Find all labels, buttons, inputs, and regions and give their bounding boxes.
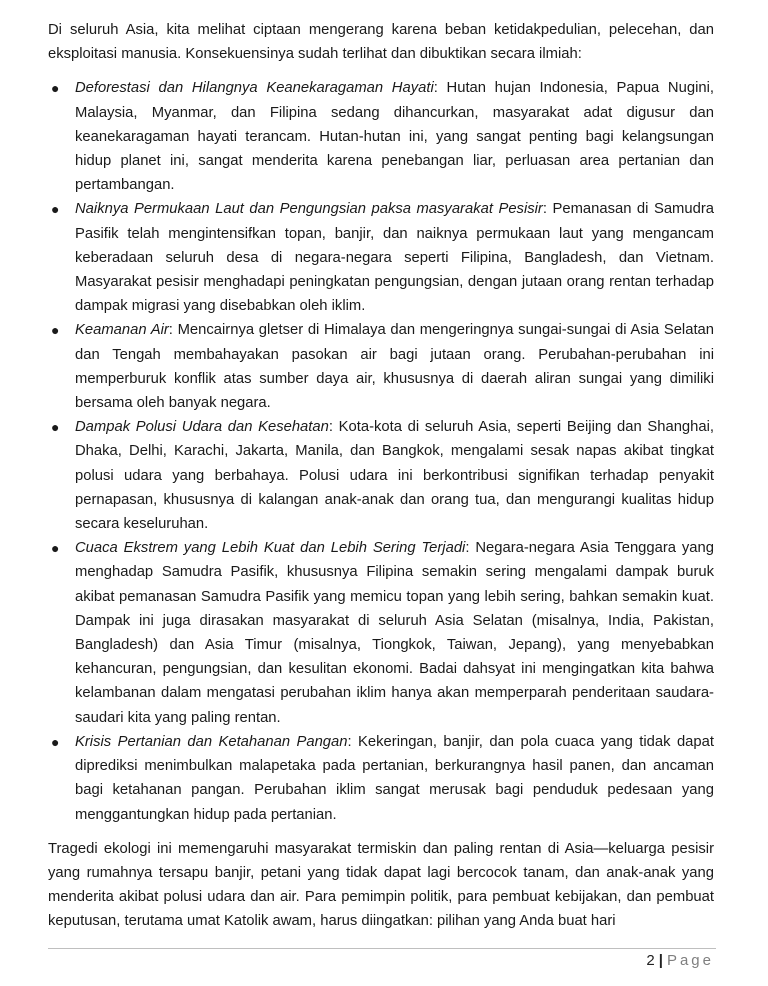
bullet-icon: ● xyxy=(51,540,60,557)
list-item xyxy=(48,730,714,827)
footer-divider xyxy=(48,948,716,949)
closing-paragraph: Tragedi ekologi ini memengaruhi masyarakat termiskin dan paling rentan di Asia—keluarga pesisir yang rumahnya tersapu banjir, petani yang tidak dapat lagi bercocok tanam, dan anak-anak yang menderita akibat polusi udara dan air. Para pemimpin politik, para pembuat kebijakan, dan pembuat keputusan, terutama umat Katolik awam, harus diingatkan: pilihan yang Anda buat hari xyxy=(48,840,714,930)
bullet-icon: ● xyxy=(51,419,60,436)
list-item-term: Krisis Pertanian dan Ketahanan Pangan xyxy=(75,733,348,750)
list-item xyxy=(48,415,714,536)
page-footer xyxy=(646,952,714,969)
page-number: 2 xyxy=(646,952,655,969)
list-item-text: : Mencairnya gletser di Himalaya dan mengeringnya sungai-sungai di Asia Selatan dan Tengah membahayakan pasokan air bagi jutaan orang. Perubahan-perubahan ini memperburuk konflik atas sumber daya air, khususnya di daerah aliran sungai yang dimiliki bersama oleh banyak negara. xyxy=(75,322,715,412)
list-item xyxy=(48,318,714,415)
list-item xyxy=(48,536,714,730)
list-item-term: Keamanan Air xyxy=(75,322,169,339)
footer-separator: | xyxy=(658,952,663,969)
bullet-icon: ● xyxy=(51,322,60,339)
list-item-text: : Hutan hujan Indonesia, Papua Nugini, Malaysia, Myanmar, dan Filipina sedang dihancurkan, masyarakat adat digusur dan keanekaragaman hayati terancam. Hutan-hutan ini, yang sangat penting bagi kelangsungan hidup planet ini, sangat menderita karena penebangan liar, perluasan area pertanian dan pertambangan. xyxy=(75,80,714,194)
list-item-text: : Kekeringan, banjir, dan pola cuaca yang tidak dapat diprediksi menimbulkan malapetaka pada pertanian, berkurangnya hasil panen, dan ancaman bagi ketahanan pangan. Perubahan iklim sangat merusak bagi penduduk pedesaan yang menggantungkan hidup pada pertanian. xyxy=(75,733,714,823)
list-item-term: Deforestasi dan Hilangnya Keanekaragaman Hayati xyxy=(75,80,434,97)
bullet-icon: ● xyxy=(51,201,60,218)
intro-paragraph: Di seluruh Asia, kita melihat ciptaan mengerang karena beban ketidakpedulian, pelecehan, dan eksploitasi manusia. Konsekuensinya sudah terlihat dan dibuktikan secara ilmiah: xyxy=(48,22,714,63)
list-item-term: Naiknya Permukaan Laut dan Pengungsian paksa masyarakat Pesisir xyxy=(75,201,543,218)
consequences-list xyxy=(48,76,714,826)
page-label: Page xyxy=(666,952,714,969)
document-body xyxy=(48,18,714,934)
list-item-term: Cuaca Ekstrem yang Lebih Kuat dan Lebih Sering Terjadi xyxy=(75,540,466,557)
list-item-text: : Kota-kota di seluruh Asia, seperti Beijing dan Shanghai, Dhaka, Delhi, Karachi, Jakarta, Manila, dan Bangkok, mengalami sesak napas akibat tingkat polusi udara yang berbahaya. Polusi udara ini berkontribusi signifikan terhadap penyakit pernapasan, khususnya di kalangan anak-anak dan orang tua, dan mengurangi kualitas hidup secara keseluruhan. xyxy=(75,419,715,533)
bullet-icon: ● xyxy=(51,80,60,97)
list-item xyxy=(48,197,714,318)
bullet-icon: ● xyxy=(51,733,60,750)
list-item-term: Dampak Polusi Udara dan Kesehatan xyxy=(75,419,329,436)
list-item-text: : Pemanasan di Samudra Pasifik telah mengintensifkan topan, banjir, dan naiknya permukaan laut yang mengancam keberadaan seluruh desa di negara-negara seperti Filipina, Bangladesh, dan Vietnam. Masyarakat pesisir menghadapi peningkatan pengungsian, dengan jutaan orang rentan terhadap dampak migrasi yang disebabkan oleh iklim. xyxy=(75,201,714,315)
list-item-text: : Negara-negara Asia Tenggara yang menghadap Samudra Pasifik, khususnya Filipina semakin sering mengalami dampak buruk akibat pemanasan Samudra Pasifik yang memicu topan yang lebih sering, bahkan semakin kuat. Dampak ini juga dirasakan masyarakat di seluruh Asia Selatan (misalnya, India, Pakistan, Bangladesh) dan Asia Timur (misalnya, Tiongkok, Taiwan, Jepang), yang menyebabkan kehancuran, pengungsian, dan kesulitan ekonomi. Badai dahsyat ini mengingatkan kita bahwa kelambanan dalam mengatasi perubahan iklim hanya akan memperparah penderitaan saudara-saudari kita yang paling rentan. xyxy=(75,540,714,726)
list-item xyxy=(48,76,714,197)
